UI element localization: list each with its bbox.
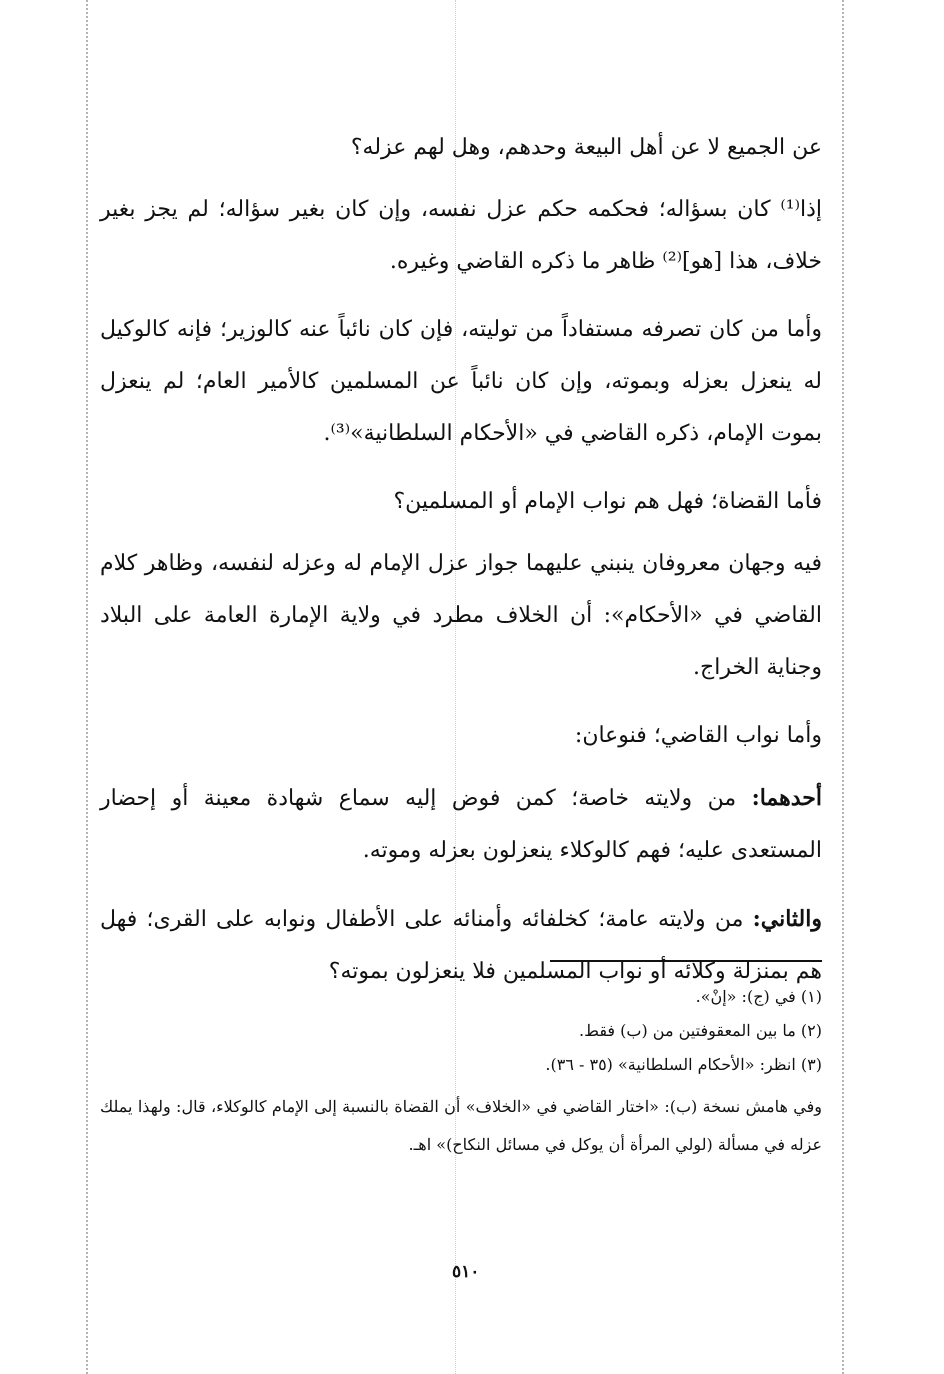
scan-edge-right	[842, 0, 844, 1374]
paragraph-1: عن الجميع لا عن أهل البيعة وحدهم، وهل لهم عزله؟	[350, 135, 822, 160]
footnote-2: (٢) ما بين المعقوفتين من (ب) فقط.	[579, 1021, 822, 1040]
paragraph-8-lead: والثاني:	[752, 906, 822, 932]
footnotes	[100, 980, 822, 1164]
scan-edge-left	[86, 0, 88, 1374]
paragraph-3: وأما من كان تصرفه مستفاداً من توليته، فإن كان نائباً عنه كالوزير؛ فإنه كالوكيل له ينعزل بعزله وبموته، وإن كان نائباً عن المسلمين كالأمير العام؛ لم ينعزل بموت الإمام، ذكره القاضي في «الأحكام السلطانية»⁽³⁾.	[100, 317, 822, 446]
body-text	[100, 122, 822, 1014]
footnote-3: (٣) انظر: «الأحكام السلطانية» (٣٥ - ٣٦).	[545, 1055, 822, 1074]
footnote-margin-note: وفي هامش نسخة (ب): «اختار القاضي في «الخلاف» أن القضاة بالنسبة إلى الإمام كالوكلاء، قال: ولهذا يملك عزله في مسألة (لولي المرأة أن يوكل في مسائل النكاح)» اهـ.	[100, 1097, 822, 1154]
page-number: ٥١٠	[452, 1262, 480, 1282]
footnote-divider	[550, 960, 822, 962]
footnote-1: (١) في (ج): «إنْ».	[695, 987, 822, 1006]
paragraph-6: وأما نواب القاضي؛ فنوعان:	[574, 723, 822, 748]
paragraph-4: فأما القضاة؛ فهل هم نواب الإمام أو المسلمين؟	[393, 489, 822, 514]
paragraph-7-lead: أحدهما:	[751, 785, 822, 811]
paragraph-2: إذا⁽¹⁾ كان بسؤاله؛ فحكمه حكم عزل نفسه، وإن كان بغير سؤاله؛ لم يجز بغير خلاف، هذا [هو]⁽²⁾ ظاهر ما ذكره القاضي وغيره.	[100, 197, 822, 274]
paragraph-8-text: من ولايته عامة؛ كخلفائه وأمنائه على الأطفال ونوابه على القرى؛ فهل هم بمنزلة وكلائه أو نواب المسلمين فلا ينعزلون بموته؟	[100, 907, 822, 984]
paragraph-7	[100, 772, 822, 877]
paragraph-5: فيه وجهان معروفان ينبني عليهما جواز عزل الإمام له وعزله لنفسه، وظاهر كلام القاضي في «الأحكام»: أن الخلاف مطرد في ولاية الإمارة العامة على البلاد وجناية الخراج.	[100, 551, 822, 680]
paragraph-7-text: من ولايته خاصة؛ كمن فوض إليه سماع شهادة معينة أو إحضار المستعدى عليه؛ فهم كالوكلاء ينعزلون بعزله وموته.	[100, 786, 822, 863]
